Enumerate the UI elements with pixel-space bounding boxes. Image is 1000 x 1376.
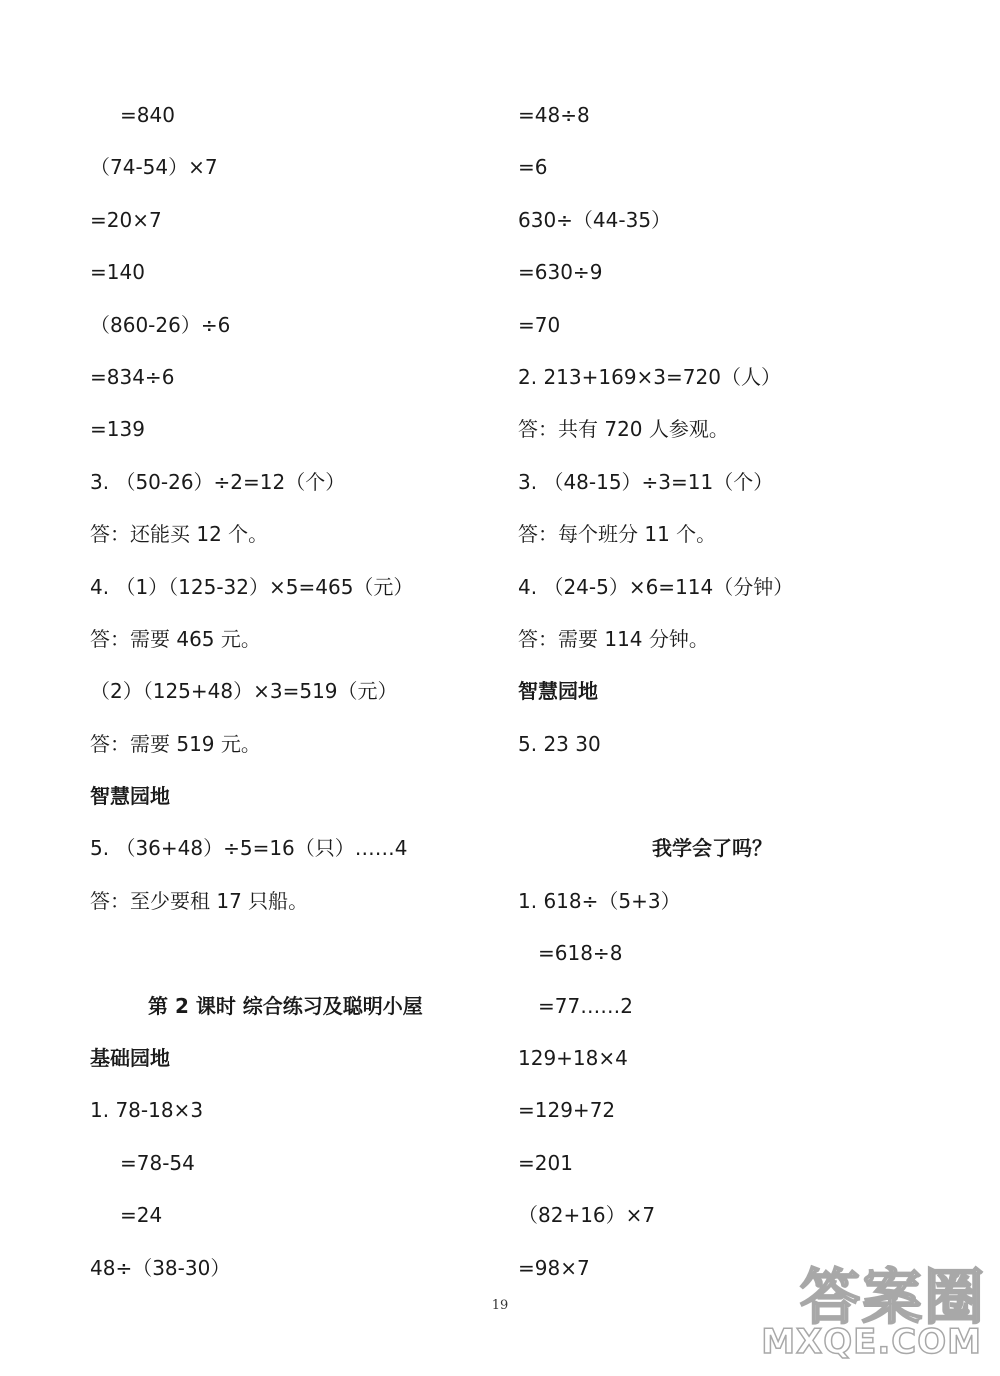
left-line: 答：至少要租 17 只船。: [90, 888, 309, 913]
right-line: 5. 23 30: [518, 731, 601, 756]
right-line: 129+18×4: [518, 1046, 628, 1071]
left-line: 答：需要 519 元。: [90, 731, 261, 756]
left-lesson-title: 第 2 课时 综合练习及聪明小屋: [148, 993, 423, 1018]
right-line: =70: [518, 312, 561, 337]
left-line: =139: [90, 417, 145, 442]
right-line: 答：需要 114 分钟。: [518, 626, 709, 651]
right-line: 3. （48-15）÷3=11（个）: [518, 469, 774, 494]
left-line: 48÷（38-30）: [90, 1255, 231, 1280]
left-line: （2）（125+48）×3=519（元）: [90, 679, 398, 704]
left-line: 3. （50-26）÷2=12（个）: [90, 469, 346, 494]
right-line: 2. 213+169×3=720（人）: [518, 364, 781, 389]
right-section-heading: 智慧园地: [518, 679, 598, 704]
watermark-glyphs: 答案圈: [800, 1263, 986, 1333]
right-line: =6: [518, 155, 548, 180]
right-line: 答：每个班分 11 个。: [518, 522, 717, 547]
left-line: 答：还能买 12 个。: [90, 522, 269, 547]
right-line: =77……2: [538, 993, 633, 1018]
right-line: 630÷（44-35）: [518, 207, 672, 232]
left-column: [90, 92, 490, 1297]
right-line: =630÷9: [518, 260, 603, 285]
left-line: =20×7: [90, 207, 162, 232]
left-line: 答：需要 465 元。: [90, 626, 261, 651]
right-line: =98×7: [518, 1255, 590, 1280]
watermark-domain: MXQE.COM: [761, 1322, 982, 1362]
right-line: （82+16）×7: [518, 1203, 656, 1228]
right-line: =201: [518, 1150, 573, 1175]
left-line: （860-26）÷6: [90, 312, 231, 337]
left-line: =834÷6: [90, 364, 175, 389]
left-line: =140: [90, 260, 145, 285]
page-number: 19: [491, 1298, 509, 1313]
left-line: 1. 78-18×3: [90, 1098, 204, 1123]
left-line: 5. （36+48）÷5=16（只）……4: [90, 836, 408, 861]
right-line: 4. （24-5）×6=114（分钟）: [518, 574, 794, 599]
right-line: =48÷8: [518, 103, 590, 127]
left-line: =78-54: [120, 1150, 195, 1175]
right-line: 答：共有 720 人参观。: [518, 417, 729, 442]
right-column: [518, 92, 918, 1297]
right-spacer: [518, 773, 918, 825]
left-line: （74-54）×7: [90, 155, 218, 180]
right-line: =618÷8: [538, 941, 623, 966]
right-line: =129+72: [518, 1098, 616, 1123]
right-line: 1. 618÷（5+3）: [518, 888, 681, 913]
left-section-heading: 智慧园地: [90, 784, 170, 809]
right-lesson-title: 我学会了吗？: [652, 836, 772, 861]
left-section-heading: 基础园地: [90, 1046, 170, 1071]
left-line: 4. （1）（125-32）×5=465（元）: [90, 574, 414, 599]
left-line: =840: [120, 103, 175, 127]
left-line: =24: [120, 1203, 163, 1228]
left-spacer: [90, 930, 490, 982]
